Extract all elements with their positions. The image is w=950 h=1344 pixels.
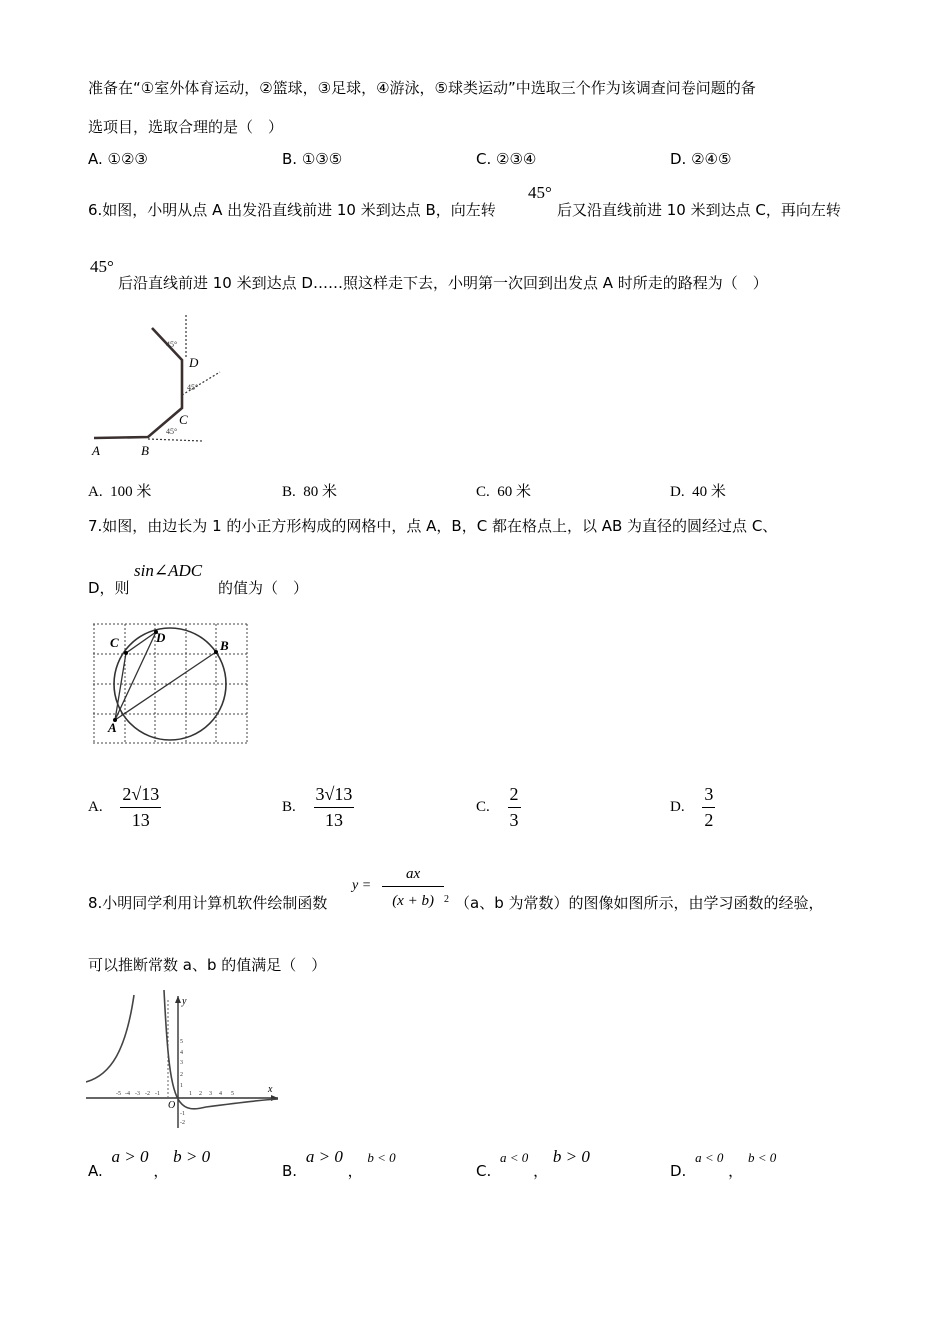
q6-angle-2: 45°: [90, 257, 114, 276]
q8-graph: [86, 990, 282, 1130]
svg-text:-5: -5: [116, 1091, 121, 1097]
q8-stem-line1a: 8.小明同学利用计算机软件绘制函数: [88, 894, 328, 912]
svg-text:1: 1: [180, 1083, 183, 1089]
q6-option-d[interactable]: D. 40 米: [670, 484, 726, 500]
q8-option-a[interactable]: A. a > 0 ， b > 0: [88, 1147, 211, 1180]
q6-option-b[interactable]: B. 80 米: [282, 484, 338, 500]
svg-text:-2: -2: [145, 1091, 150, 1097]
q8-option-b[interactable]: B. a > 0 ， b < 0: [282, 1147, 396, 1180]
q6-option-c[interactable]: C. 60 米: [476, 484, 532, 500]
q8-stem-line2: 可以推断常数 a、b 的值满足（ ）: [88, 956, 327, 974]
q6-stem-line1a: 6.如图，小明从点 A 出发沿直线前进 10 米到达点 B，向左转: [88, 201, 496, 219]
svg-text:4: 4: [180, 1050, 183, 1056]
q5-option-c[interactable]: C. ②③④: [476, 150, 537, 168]
q5-stem-line1: 准备在“①室外体育运动，②篮球，③足球，④游泳，⑤球类运动”中选取三个作为该调查问卷问题的备: [88, 79, 756, 97]
q7-label-d: D: [156, 630, 166, 645]
svg-text:-4: -4: [125, 1091, 130, 1097]
svg-text:-1: -1: [180, 1111, 185, 1117]
q8-option-d[interactable]: D. a < 0 ， b < 0: [670, 1150, 777, 1180]
q6-fig-angle-d: 45°: [166, 340, 178, 349]
q5-option-d[interactable]: D. ②④⑤: [670, 150, 732, 168]
q7-stem-line2a: D，则: [88, 579, 130, 597]
q7-option-a[interactable]: A. $\frac{2√13}{13}$: [88, 784, 160, 830]
q7-stem-line2b: 的值为（ ）: [218, 579, 309, 597]
q6-fig-angle-c: 45°: [187, 383, 199, 392]
q8-x-label: x: [268, 1084, 273, 1095]
q7-label-c: C: [110, 635, 119, 650]
q7-stem-line1: 7.如图，由边长为 1 的小正方形构成的网格中，点 A，B，C 都在格点上，以 AB 为直径的圆经过点 C、: [88, 517, 778, 535]
q7-figure: [88, 620, 252, 746]
q7-option-c[interactable]: C. $\frac{2}{3}$: [476, 784, 519, 830]
svg-text:2: 2: [180, 1072, 183, 1078]
svg-text:5: 5: [231, 1091, 234, 1097]
q6-angle-1: 45°: [528, 183, 552, 202]
q7-option-b[interactable]: B. $\frac{3√13}{13}$: [282, 784, 353, 830]
q6-option-a[interactable]: A. 100 米: [88, 484, 152, 500]
q8-curve-left: [86, 995, 134, 1082]
q7-sin-expr: sin∠ADC: [134, 561, 203, 580]
svg-text:4: 4: [219, 1091, 222, 1097]
svg-text:-3: -3: [135, 1091, 140, 1097]
svg-text:2: 2: [199, 1091, 202, 1097]
svg-text:3: 3: [180, 1060, 183, 1066]
q6-dash-b: [148, 439, 202, 441]
q8-option-c[interactable]: C. a < 0 ， b > 0: [476, 1147, 590, 1180]
q8-origin-label: O: [168, 1100, 176, 1111]
svg-text:-2: -2: [180, 1120, 185, 1126]
q6-label-b: B: [141, 443, 149, 458]
q6-stem-line1b: 后又沿直线前进 10 米到达点 C，再向左转: [557, 201, 841, 219]
q6-figure: [86, 310, 236, 460]
q7-label-a: A: [108, 720, 117, 735]
q5-option-a[interactable]: A. ①②③: [88, 150, 148, 168]
q6-label-d: D: [189, 355, 199, 370]
q5-option-b[interactable]: B. ①③⑤: [282, 150, 343, 168]
q7-label-b: B: [220, 638, 229, 653]
q8-y-label: y: [182, 996, 187, 1007]
q6-label-c: C: [179, 412, 188, 427]
svg-text:1: 1: [189, 1091, 192, 1097]
q6-fig-angle-b: 45°: [166, 427, 178, 436]
svg-text:-1: -1: [155, 1091, 160, 1097]
q6-stem-line2: 后沿直线前进 10 米到达点 D……照这样走下去，小明第一次回到出发点 A 时所走的路程为（ ）: [118, 274, 768, 292]
q6-label-a: A: [92, 443, 100, 458]
svg-text:3: 3: [209, 1091, 212, 1097]
svg-text:5: 5: [180, 1039, 183, 1045]
q7-option-d[interactable]: D. $\frac{3}{2}$: [670, 784, 714, 830]
q5-stem-line2: 选项目，选取合理的是（ ）: [88, 118, 284, 136]
q8-stem-line1b: （a、b 为常数）的图像如图所示，由学习函数的经验，: [455, 894, 824, 912]
